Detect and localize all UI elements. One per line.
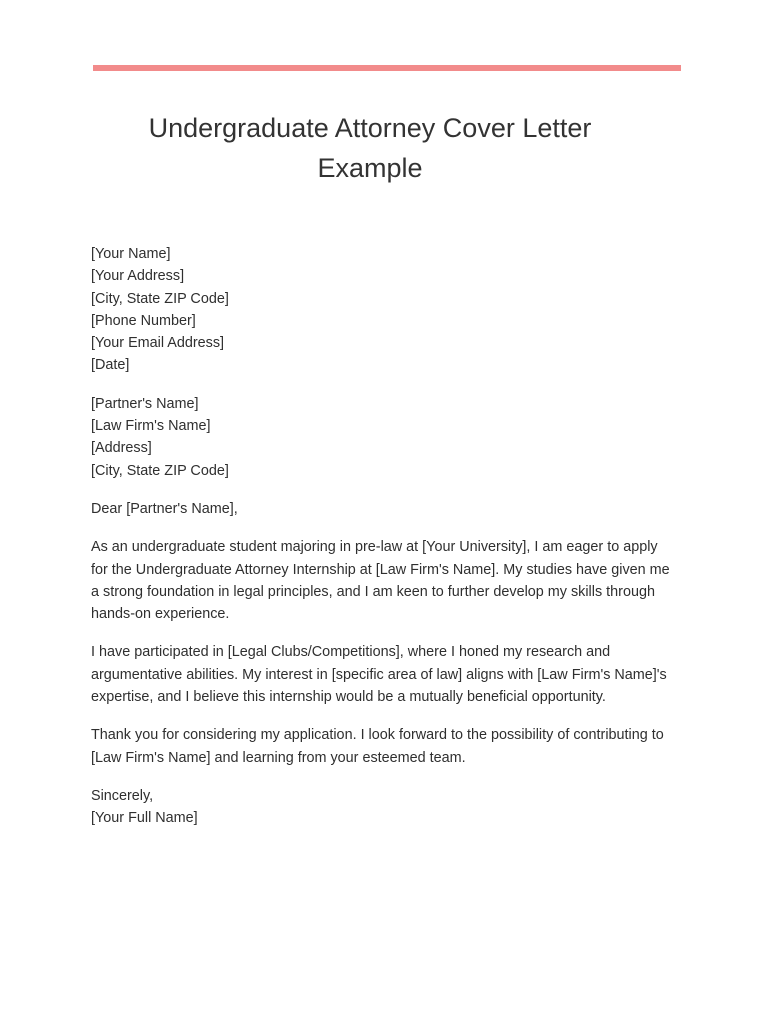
recipient-city-state-zip: [City, State ZIP Code]: [91, 462, 229, 479]
letter-date: [Date]: [91, 357, 130, 374]
recipient-name: [Partner's Name]: [91, 395, 199, 412]
recipient-firm: [Law Firm's Name]: [91, 418, 211, 435]
body-paragraph: I have participated in [Legal Clubs/Competitions], where I honed my research and argumentative abilities. My interest in [specific area of law] aligns with [Law Firm's Name]'s expertise, and I believe this internship would be a mutually beneficial opportunity.: [91, 644, 667, 706]
recipient-address-block: [91, 393, 671, 482]
document-title: Undergraduate Attorney Cover Letter Example: [148, 113, 592, 183]
letter-body: [91, 243, 671, 846]
sender-city-state-zip: [City, State ZIP Code]: [91, 290, 229, 307]
closing-block: [91, 785, 671, 830]
body-paragraph: Thank you for considering my application. I look forward to the possibility of contributing to [Law Firm's Name] and learning from your esteemed team.: [91, 727, 664, 766]
closing: Sincerely,: [91, 787, 154, 804]
sender-name: [Your Name]: [91, 246, 171, 262]
signature: [Your Full Name]: [91, 810, 198, 827]
body-paragraph: As an undergraduate student majoring in pre-law at [Your University], I am eager to apply for the Undergraduate Attorney Internship at [Law Firm's Name]. My studies have given me a strong foundation in legal principles, and I am keen to further develop my skills through hands-on experience.: [91, 539, 670, 623]
sender-address: [Your Address]: [91, 268, 185, 285]
sender-email: [Your Email Address]: [91, 335, 225, 352]
sender-phone: [Phone Number]: [91, 312, 196, 329]
recipient-address: [Address]: [91, 440, 152, 457]
sender-address-block: [91, 243, 671, 377]
salutation: Dear [Partner's Name],: [91, 500, 238, 517]
accent-bar: [93, 65, 681, 71]
